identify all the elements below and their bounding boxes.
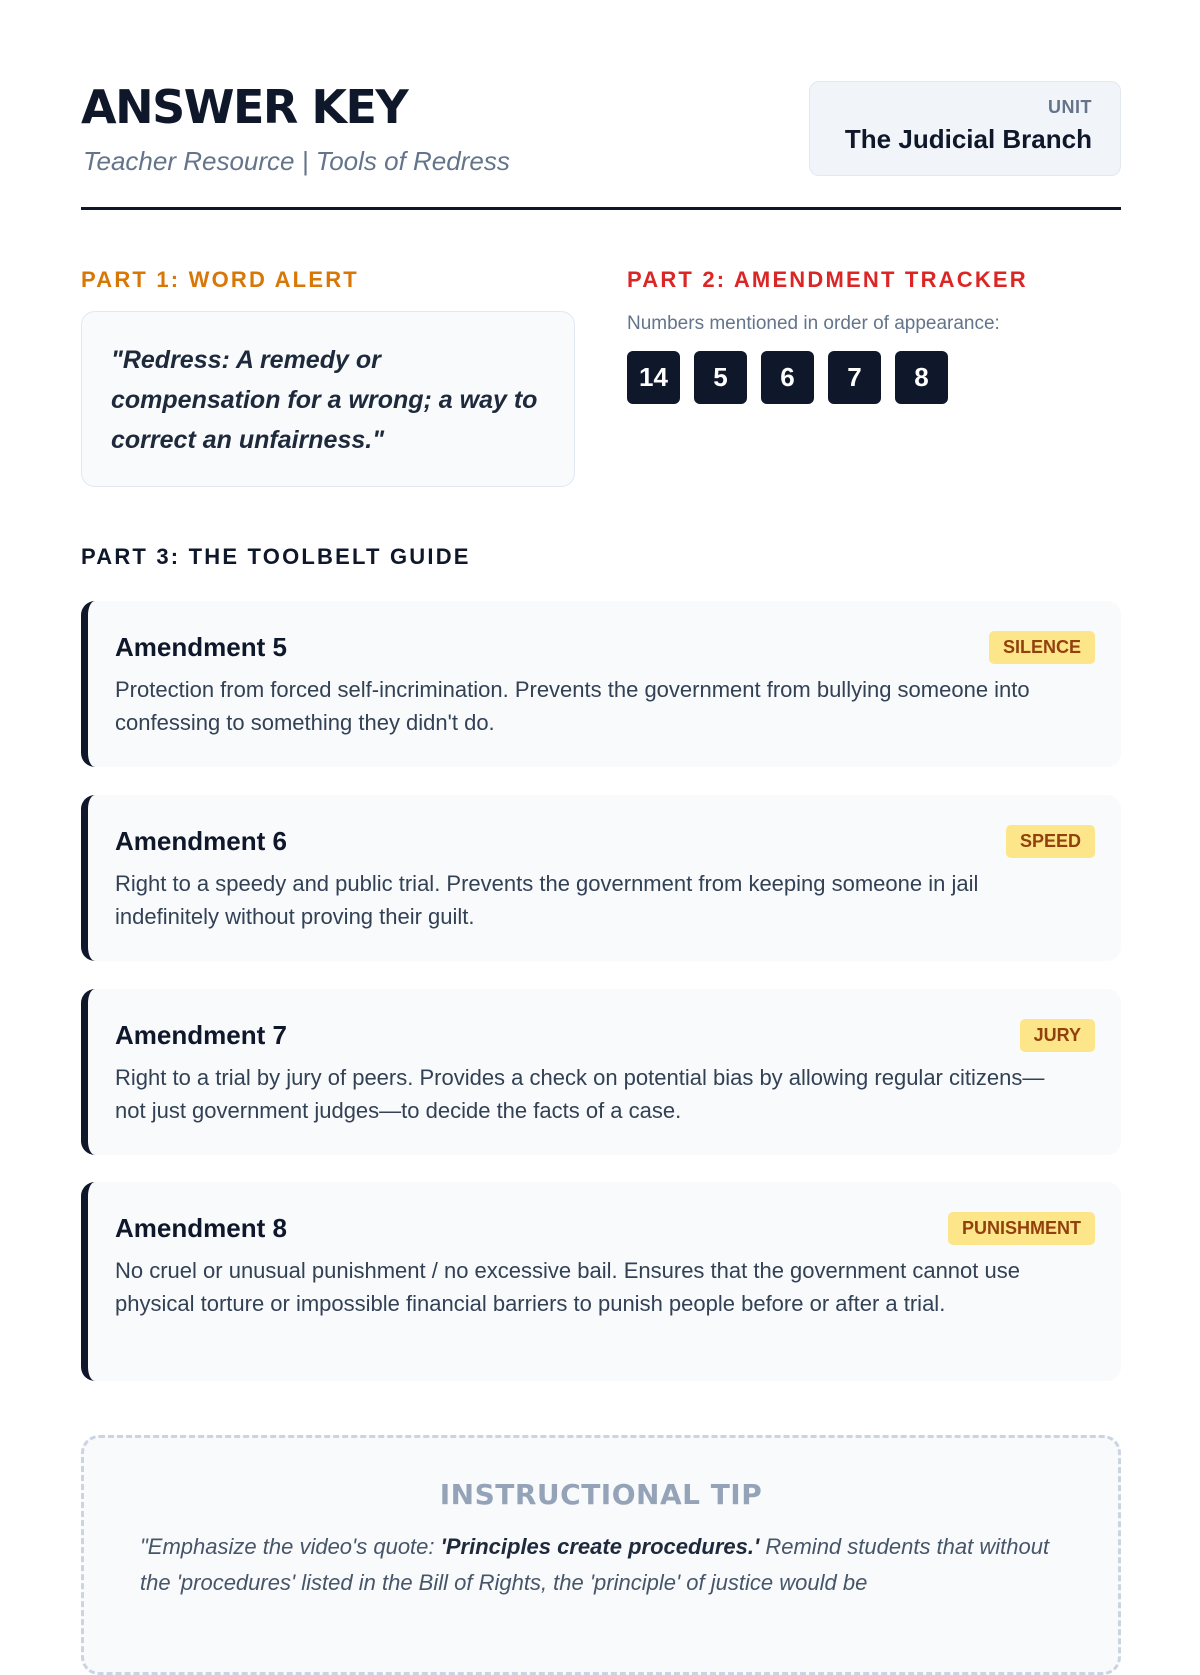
tracker-number: 5 (694, 351, 747, 404)
amendment-badge: SILENCE (989, 631, 1095, 664)
tip-text (140, 1529, 1068, 1601)
tracker-number: 14 (627, 351, 680, 404)
header (81, 80, 1121, 210)
amendment-badge: SPEED (1006, 825, 1095, 858)
amendment-description: Right to a speedy and public trial. Prevents the government from keeping someone in jail indefinitely without proving their guilt. (115, 871, 979, 929)
amendment-card (81, 601, 1121, 767)
amendment-badge: JURY (1020, 1019, 1095, 1052)
definition-box (81, 311, 575, 487)
amendment-badge: PUNISHMENT (948, 1212, 1095, 1245)
amendment-title: Amendment 5 (115, 632, 287, 662)
tracker-number: 7 (828, 351, 881, 404)
tracker-number: 8 (895, 351, 948, 404)
unit-value: The Judicial Branch (844, 124, 1092, 154)
amendment-card (81, 989, 1121, 1155)
page-title: ANSWER KEY (81, 80, 408, 134)
amendment-description: No cruel or unusual punishment / no excessive bail. Ensures that the government cannot use physical torture or impossible financial barriers to punish people before or after a trial. (115, 1258, 1020, 1316)
unit-label: UNIT (1048, 97, 1092, 117)
part2-heading: PART 2: AMENDMENT TRACKER (627, 267, 1028, 292)
tracker-caption: Numbers mentioned in order of appearance: (627, 313, 1000, 334)
amendment-description: Right to a trial by jury of peers. Provides a check on potential bias by allowing regular citizens—not just government judges—to decide the facts of a case. (115, 1065, 1045, 1123)
instructional-tip-box (81, 1435, 1121, 1675)
tip-quote: 'Principles create procedures.' (440, 1534, 760, 1559)
amendment-description: Protection from forced self-incrimination. Prevents the government from bullying someone into confessing to something they didn't do. (115, 677, 1030, 735)
amendment-title: Amendment 8 (115, 1213, 287, 1243)
amendment-title: Amendment 7 (115, 1020, 287, 1050)
tip-title: INSTRUCTIONAL TIP (439, 1478, 763, 1511)
amendment-card (81, 1182, 1121, 1381)
tracker-list (627, 351, 948, 404)
unit-box (809, 81, 1121, 176)
tip-text-before: "Emphasize the video's quote: (140, 1534, 441, 1559)
amendment-card (81, 795, 1121, 961)
tracker-number: 6 (761, 351, 814, 404)
part1-heading: PART 1: WORD ALERT (81, 267, 359, 292)
part3-heading: PART 3: THE TOOLBELT GUIDE (81, 544, 471, 569)
tip-text-after: Remind students that without the 'procedures' listed in the Bill of Rights, the 'principle' of justice would be (140, 1534, 1050, 1595)
page-subtitle: Teacher Resource | Tools of Redress (83, 146, 510, 176)
amendment-title: Amendment 6 (115, 826, 287, 856)
definition-text: "Redress: A remedy or compensation for a wrong; a way to correct an unfairness." (111, 346, 538, 454)
